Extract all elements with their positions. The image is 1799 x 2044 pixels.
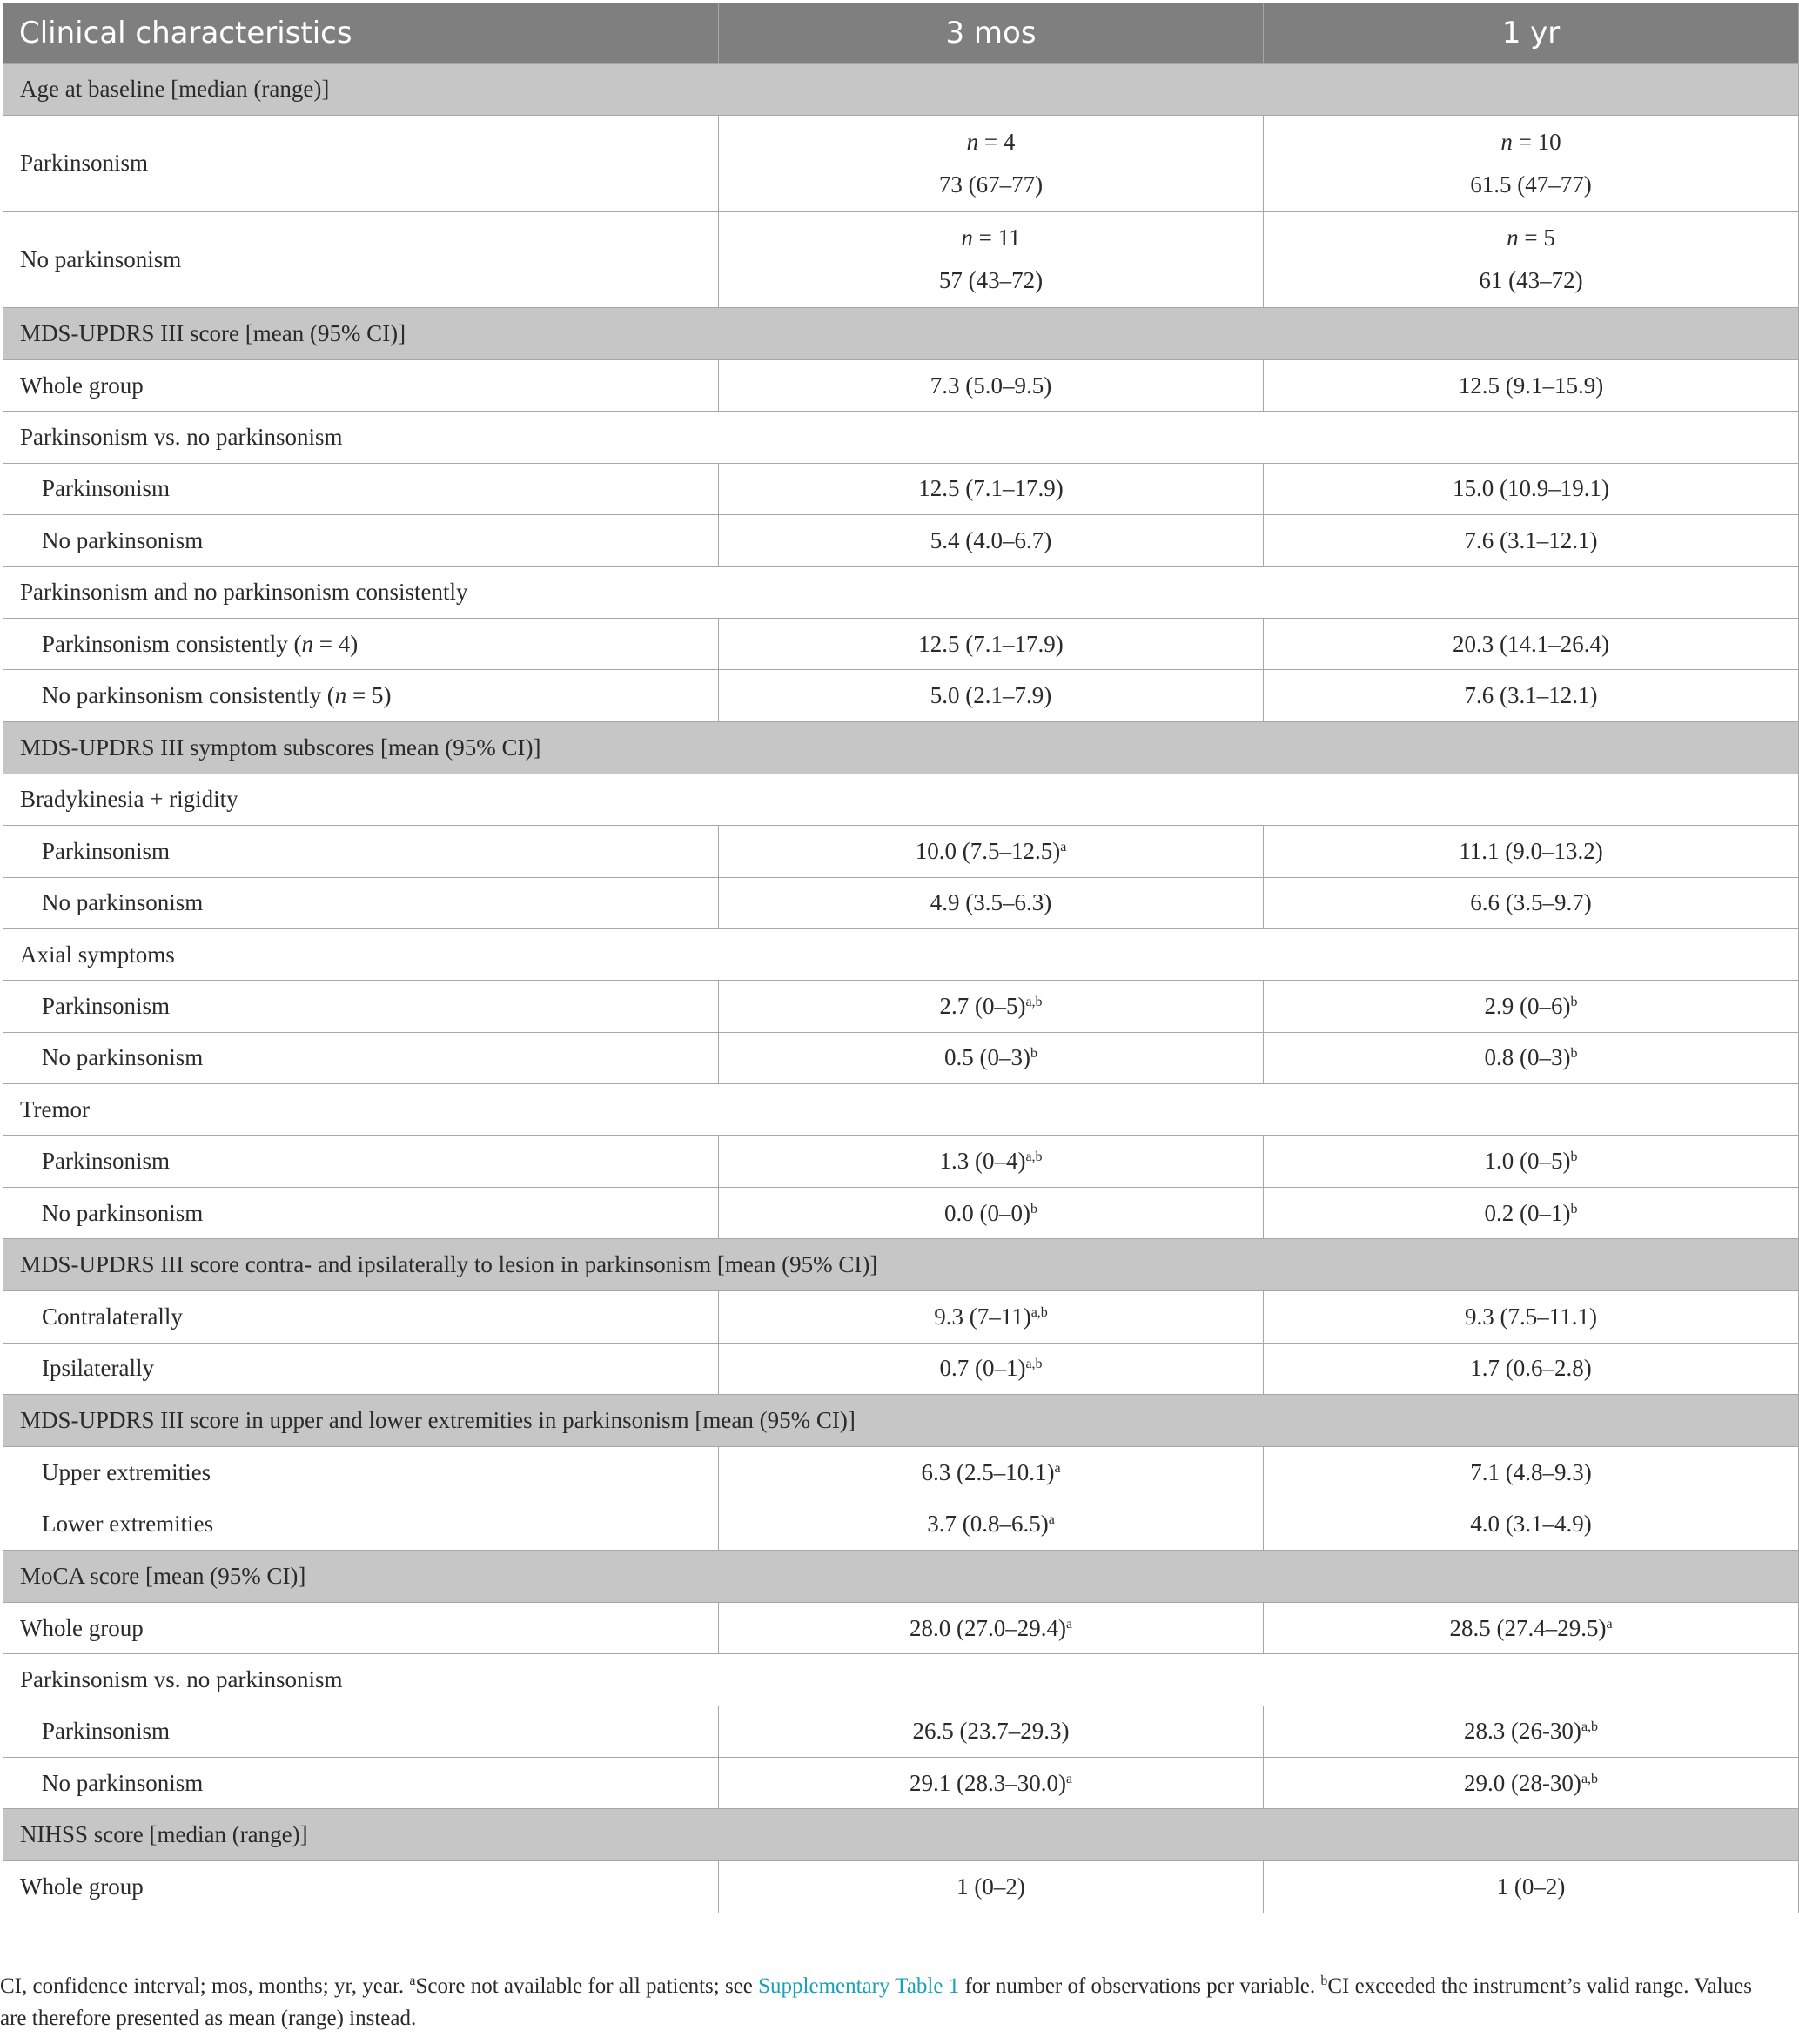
subgroup-header-label: Axial symptoms [3,928,1799,980]
table-row [3,515,1799,566]
table-row [3,1032,1799,1083]
table-row [3,1706,1799,1757]
n-value: = 11 [972,225,1021,251]
value-cell [719,1861,1264,1913]
value-text: 0.5 (0–3) [944,1044,1030,1071]
sample-size [719,217,1263,259]
table-row [3,826,1799,877]
row-label: Ipsilaterally [3,1343,719,1394]
row-label: No parkinsonism [3,877,719,928]
subgroup-header-label: Parkinsonism and no parkinsonism consistently [3,566,1799,618]
value-footnote-marker: b [1570,1046,1578,1062]
section-header-label: MDS-UPDRS III score in upper and lower extremities in parkinsonism [mean (95% CI)] [3,1395,1799,1447]
value-cell [719,116,1264,212]
row-label: No parkinsonism [3,211,719,308]
value-cell [719,211,1264,308]
row-label-count: = 5) [346,682,392,709]
section-header-row [3,1395,1799,1447]
value-footnote-marker: a [1065,1771,1073,1786]
section-header-row [3,308,1799,360]
median-range: 57 (43–72) [938,267,1044,294]
value-text: 12.5 (7.1–17.9) [918,475,1064,502]
section-header-row [3,721,1799,774]
subgroup-header-row [3,1654,1799,1706]
supplementary-table-link[interactable]: Supplementary Table 1 [758,1974,960,1998]
value-text: 10.0 (7.5–12.5) [915,837,1061,864]
footnote-marker-a: a [409,1974,416,1988]
median-range: 61.5 (47–77) [1470,171,1592,198]
value-text: 4.9 (3.5–6.3) [930,889,1052,916]
value-text: 0.2 (0–1) [1484,1199,1571,1226]
value-cell [719,1498,1264,1550]
section-header-label: NIHSS score [median (range)] [3,1809,1799,1861]
value-footnote-marker: a [1060,839,1067,854]
value-text: 28.5 (27.4–29.5) [1449,1614,1607,1641]
value-text: 7.6 (3.1–12.1) [1464,526,1598,553]
row-label: Whole group [3,1861,719,1913]
value-cell [719,618,1264,669]
row-label: Parkinsonism [3,826,719,877]
value-cell [719,670,1264,721]
value-text: 29.0 (28-30) [1463,1769,1581,1796]
row-label: Parkinsonism [3,1136,719,1187]
value-cell [1264,1343,1799,1394]
value-text: 12.5 (9.1–15.9) [1458,372,1604,399]
median-range: 61 (43–72) [1479,267,1583,294]
value-text: 15.0 (10.9–19.1) [1453,475,1609,502]
footnote-marker-b: b [1320,1974,1328,1988]
header-clinical-characteristics: Clinical characteristics [3,3,719,64]
n-value: = 5 [1518,225,1555,251]
value-cell [1264,1498,1799,1550]
subgroup-header-label: Tremor [3,1084,1799,1136]
value-cell [1264,1706,1799,1757]
value-footnote-marker: b [1570,1201,1578,1216]
sample-size [1264,217,1798,259]
value-cell [719,1032,1264,1083]
value-cell [1264,1032,1799,1083]
subgroup-header-label: Parkinsonism vs. no parkinsonism [3,412,1799,463]
table-row [3,1498,1799,1550]
value-text: 12.5 (7.1–17.9) [918,630,1064,657]
sample-size [1264,121,1798,164]
row-label: No parkinsonism [3,1032,719,1083]
value-footnote-marker: a [1606,1616,1613,1632]
value-text: 7.1 (4.8–9.3) [1470,1458,1592,1485]
footnote-b-text: CI exceeded the instrument’s valid range. Values are therefore presented as mean (range) instead. [0,1974,1752,2030]
section-header-row [3,1239,1799,1291]
value-text: 0.0 (0–0) [944,1199,1030,1226]
value-text: 0.8 (0–3) [1484,1044,1571,1071]
section-header-label: Age at baseline [median (range)] [3,64,1799,116]
value-cell [719,463,1264,514]
value-text: 11.1 (9.0–13.2) [1459,837,1603,864]
n-symbol: n [1500,128,1513,155]
value-cell [719,360,1264,412]
value-footnote-marker: a [1065,1616,1073,1632]
table-row [3,463,1799,514]
value-text: 28.3 (26-30) [1463,1718,1581,1745]
table-row [3,1602,1799,1653]
n-symbol: n [1507,225,1519,251]
footnote-a-text: Score not available for all patients; see [415,1974,759,1998]
subgroup-header-row [3,412,1799,463]
table-row [3,1447,1799,1498]
header-3-mos: 3 mos [719,3,1264,64]
table-row [3,670,1799,721]
table-row [3,360,1799,412]
table-row [3,1136,1799,1187]
value-cell [719,1291,1264,1343]
value-footnote-marker: a,b [1025,1357,1043,1372]
value-text: 9.3 (7.5–11.1) [1465,1303,1597,1330]
value-text: 29.1 (28.3–30.0) [909,1769,1066,1796]
value-cell [1264,1757,1799,1808]
subgroup-header-row [3,566,1799,618]
header-row [3,3,1799,64]
table-row [3,211,1799,308]
section-header-row [3,1550,1799,1602]
subgroup-header-row [3,774,1799,825]
value-footnote-marker: a [1048,1512,1055,1528]
table-row [3,1343,1799,1394]
section-header-label: MoCA score [mean (95% CI)] [3,1550,1799,1602]
n-symbol: n [966,128,979,155]
value-cell [719,1136,1264,1187]
value-text: 9.3 (7–11) [934,1303,1031,1330]
row-label-count: = 4) [313,630,359,657]
value-cell [1264,1136,1799,1187]
subgroup-header-row [3,1084,1799,1136]
value-text: 3.7 (0.8–6.5) [927,1511,1049,1538]
sample-size [719,121,1263,164]
value-footnote-marker: a,b [1030,1304,1048,1320]
value-cell [1264,981,1799,1032]
value-text: 2.9 (0–6) [1484,992,1571,1019]
section-header-label: MDS-UPDRS III score contra- and ipsilaterally to lesion in parkinsonism [mean (95% CI)] [3,1239,1799,1291]
subgroup-header-row [3,928,1799,980]
clinical-characteristics-table [3,3,1799,1913]
row-label: Upper extremities [3,1447,719,1498]
table-footnote [0,1970,1776,2034]
value-text: 1.0 (0–5) [1484,1148,1571,1175]
table-row [3,116,1799,212]
value-cell [1264,116,1799,212]
table-row [3,1291,1799,1343]
row-label: Parkinsonism [3,1706,719,1757]
row-label: No parkinsonism [3,515,719,566]
n-symbol: n [961,225,973,251]
value-cell [1264,670,1799,721]
value-text: 5.4 (4.0–6.7) [930,526,1052,553]
row-label: Whole group [3,1602,719,1653]
value-text: 1.7 (0.6–2.8) [1470,1355,1592,1382]
value-cell [1264,360,1799,412]
n-symbol: n [334,682,347,709]
row-label: Parkinsonism [3,463,719,514]
value-text: 5.0 (2.1–7.9) [930,682,1052,709]
subgroup-header-label: Parkinsonism vs. no parkinsonism [3,1654,1799,1706]
median-range: 73 (67–77) [938,171,1044,198]
value-text: 20.3 (14.1–26.4) [1453,630,1609,657]
value-cell [1264,1861,1799,1913]
value-text: 1 (0–2) [1496,1873,1566,1900]
value-footnote-marker: a,b [1025,1149,1043,1165]
value-cell [1264,826,1799,877]
value-text: 4.0 (3.1–4.9) [1470,1511,1592,1538]
value-footnote-marker: a,b [1581,1719,1599,1735]
row-label: Parkinsonism [3,981,719,1032]
value-text: 28.0 (27.0–29.4) [909,1614,1066,1641]
value-footnote-marker: a [1054,1460,1061,1476]
row-label-text: No parkinsonism consistently ( [42,682,335,709]
value-cell [1264,618,1799,669]
value-text: 7.6 (3.1–12.1) [1464,682,1598,709]
table-container [3,3,1798,1913]
value-text: 1.3 (0–4) [939,1148,1026,1175]
row-label [3,618,719,669]
value-text: 6.3 (2.5–10.1) [921,1458,1055,1485]
row-label: Whole group [3,360,719,412]
value-cell [719,1187,1264,1238]
value-cell [719,1343,1264,1394]
n-value: = 10 [1512,128,1561,155]
n-value: = 4 [978,128,1016,155]
value-text: 6.6 (3.5–9.7) [1470,889,1592,916]
value-cell [719,1447,1264,1498]
value-cell [719,981,1264,1032]
table-row [3,1187,1799,1238]
value-cell [719,515,1264,566]
value-cell [1264,211,1799,308]
value-text: 26.5 (23.7–29.3) [912,1718,1070,1745]
row-label: Lower extremities [3,1498,719,1550]
value-text: 7.3 (5.0–9.5) [930,372,1052,399]
value-cell [1264,1291,1799,1343]
value-footnote-marker: b [1570,994,1578,1009]
footnote-abbreviations: CI, confidence interval; mos, months; yr, year. [0,1974,410,1998]
table-row [3,981,1799,1032]
section-header-label: MDS-UPDRS III symptom subscores [mean (95% CI)] [3,721,1799,774]
value-cell [719,826,1264,877]
value-cell [1264,515,1799,566]
value-footnote-marker: b [1570,1149,1578,1165]
value-cell [719,1706,1264,1757]
row-label: Parkinsonism [3,116,719,212]
value-cell [719,1602,1264,1653]
value-cell [719,877,1264,928]
table-body [3,64,1799,1913]
value-cell [1264,877,1799,928]
footnote-a-text-end: for number of observations per variable. [959,1974,1321,1998]
row-label-text: Parkinsonism consistently ( [42,630,302,657]
value-footnote-marker: b [1030,1201,1037,1216]
value-cell [1264,1447,1799,1498]
table-row [3,1757,1799,1808]
row-label [3,670,719,721]
section-header-row [3,1809,1799,1861]
row-label: Contralaterally [3,1291,719,1343]
value-cell [1264,1602,1799,1653]
table-row [3,1861,1799,1913]
value-footnote-marker: a,b [1025,994,1043,1009]
value-footnote-marker: b [1030,1046,1037,1062]
n-symbol: n [301,630,313,657]
value-text: 2.7 (0–5) [939,992,1026,1019]
row-label: No parkinsonism [3,1187,719,1238]
value-cell [719,1757,1264,1808]
table-row [3,618,1799,669]
value-cell [1264,1187,1799,1238]
row-label: No parkinsonism [3,1757,719,1808]
value-text: 1 (0–2) [957,1873,1025,1900]
header-1-yr: 1 yr [1264,3,1799,64]
table-row [3,877,1799,928]
section-header-row [3,64,1799,116]
section-header-label: MDS-UPDRS III score [mean (95% CI)] [3,308,1799,360]
value-cell [1264,463,1799,514]
subgroup-header-label: Bradykinesia + rigidity [3,774,1799,825]
value-footnote-marker: a,b [1581,1771,1599,1786]
value-text: 0.7 (0–1) [939,1355,1026,1382]
